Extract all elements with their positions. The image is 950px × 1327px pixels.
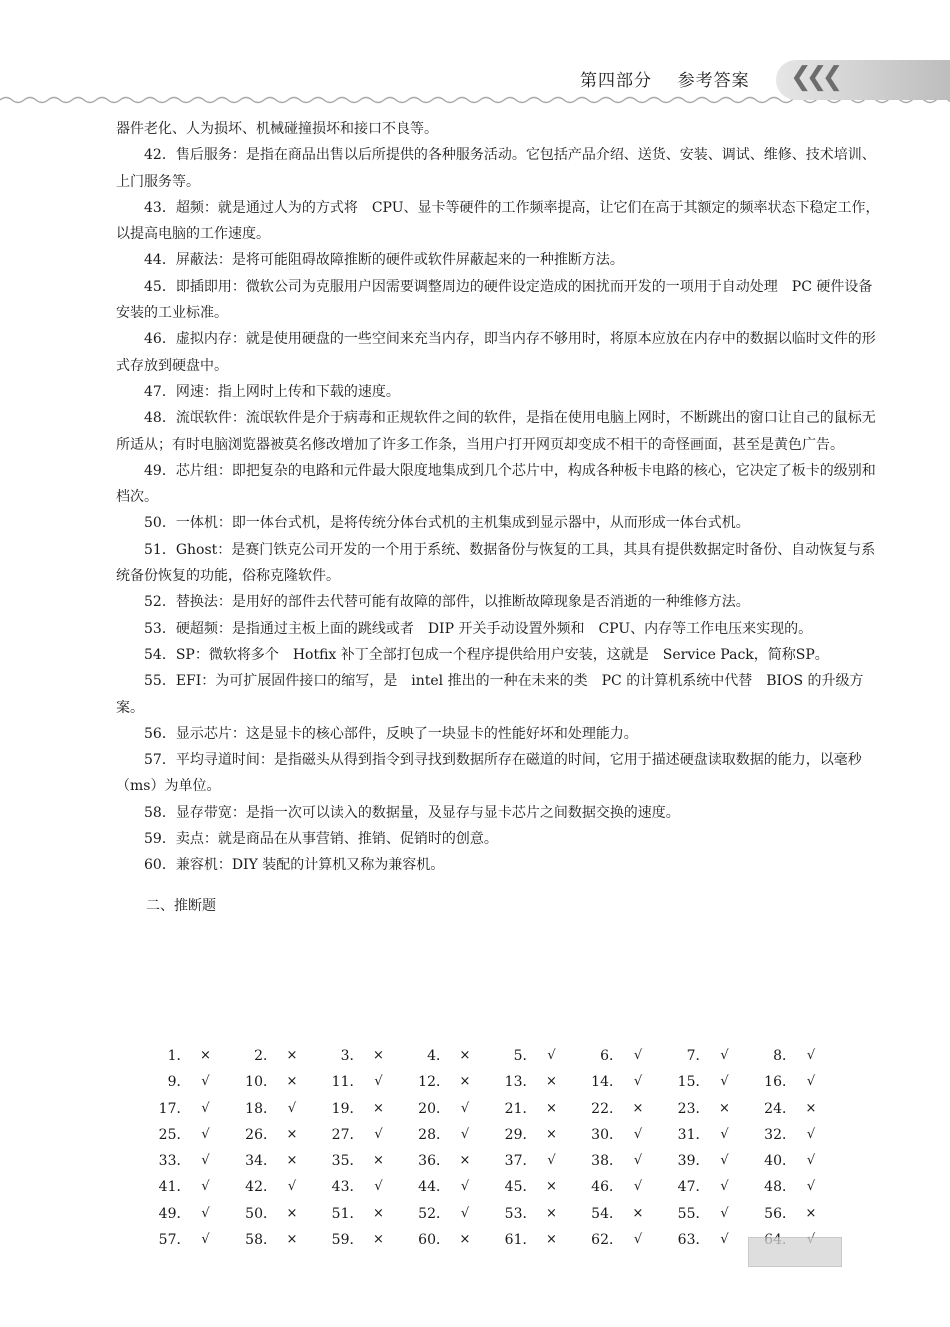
answer-item: [146, 1174, 233, 1200]
answer-number: 23．: [677, 1100, 710, 1117]
paragraph: 43．超频：就是通过人为的方式将 CPU、显卡等硬件的工作频率提高，让它们在高于其额定的频率状态下稳定工作，以提高电脑的工作速度。: [116, 199, 880, 243]
answer-item: [233, 1174, 320, 1200]
paragraph: 49．芯片组：即把复杂的电路和元件最大限度地集成到几个芯片中，构成各种板卡电路的核心，它决定了板卡的级别和档次。: [116, 462, 876, 506]
answer-content: [116, 116, 884, 919]
answer-item: [665, 1174, 752, 1200]
paragraph: 46．虚拟内存：就是使用硬盘的一些空间来充当内存，即当内存不够用时，将原本应放在内存中的数据以临时文件的形式存放到硬盘中。: [116, 331, 876, 374]
check-mark: √: [720, 1074, 729, 1090]
cross-mark: ×: [286, 1205, 298, 1221]
cross-mark: ×: [459, 1232, 471, 1248]
check-mark: √: [547, 1153, 556, 1169]
answer-number: 18．: [245, 1100, 277, 1117]
answer-number: 33．: [158, 1153, 191, 1170]
cross-mark: ×: [373, 1205, 384, 1221]
answer-item: [492, 1174, 579, 1200]
cross-mark: ×: [373, 1153, 384, 1169]
check-mark: √: [720, 1232, 729, 1248]
answer-number: 51．: [331, 1205, 364, 1222]
answer-number: 43．: [331, 1179, 364, 1196]
answer-item: [492, 1096, 579, 1122]
answer-item: [233, 1148, 320, 1174]
check-mark: √: [201, 1126, 210, 1142]
answer-row: [146, 1122, 846, 1148]
answer-item: [406, 1174, 493, 1200]
answer-item: [233, 1043, 320, 1069]
answer-number: 38．: [591, 1153, 623, 1170]
answer-item: [233, 1122, 320, 1148]
answer-number: 62．: [591, 1232, 623, 1249]
check-mark: √: [201, 1232, 210, 1248]
answer-item: [492, 1069, 579, 1095]
answer-item: [579, 1227, 666, 1253]
answer-number: 21．: [504, 1100, 537, 1117]
answer-number: 16．: [764, 1074, 796, 1091]
paragraph: 44．屏蔽法：是将可能阻碍故障推断的硬件或软件屏蔽起来的一种推断方法。: [144, 252, 624, 269]
check-mark: √: [806, 1126, 816, 1142]
answer-item: [492, 1201, 579, 1227]
paragraph: 56．显示芯片：这是显卡的核心部件，反映了一块显卡的性能好坏和处理能力。: [144, 725, 638, 742]
answer-number: 54．: [591, 1205, 623, 1222]
answer-item: [665, 1096, 752, 1122]
check-mark: √: [460, 1100, 470, 1116]
answer-item: [319, 1174, 406, 1200]
check-mark: √: [287, 1179, 297, 1195]
answer-row: [146, 1069, 846, 1095]
answer-number: 50．: [245, 1205, 277, 1222]
answer-number: 13．: [504, 1074, 537, 1091]
answer-number: 58．: [245, 1232, 277, 1249]
answer-item: [319, 1043, 406, 1069]
cross-mark: ×: [546, 1179, 557, 1195]
answer-item: [752, 1148, 839, 1174]
paragraph: 59．卖点：就是商品在从事营销、推销、促销时的创意。: [144, 831, 498, 848]
cross-mark: ×: [373, 1232, 384, 1248]
answer-number: 14．: [591, 1074, 623, 1091]
cross-mark: ×: [459, 1153, 471, 1169]
answer-number: 12．: [418, 1074, 450, 1091]
answer-item: [579, 1069, 666, 1095]
answer-item: [233, 1096, 320, 1122]
answer-item: [579, 1122, 666, 1148]
answer-item: [752, 1096, 839, 1122]
answer-item: [492, 1227, 579, 1253]
answer-number: 49．: [158, 1205, 191, 1222]
answer-number: 63．: [677, 1232, 710, 1249]
answer-item: [146, 1201, 233, 1227]
cross-mark: ×: [200, 1048, 211, 1063]
paragraph: 57．平均寻道时间：是指磁头从得到指令到寻找到数据所存在磁道的时间，它用于描述硬盘读取数据的能力，以毫秒（ms）为单位。: [116, 752, 862, 795]
check-mark: √: [720, 1205, 729, 1221]
answer-item: [319, 1069, 406, 1095]
page-corner-tab: [748, 1237, 842, 1267]
answer-item: [752, 1201, 839, 1227]
answer-number: 53．: [504, 1205, 537, 1222]
answer-item: [406, 1122, 493, 1148]
paragraph: 51．Ghost：是赛门铁克公司开发的一个用于系统、数据备份与恢复的工具，其具有提供数据定时备份、自动恢复与系统备份恢复的功能，俗称克隆软件。: [116, 541, 876, 585]
answer-row: [146, 1096, 846, 1122]
answer-number: 59．: [331, 1232, 364, 1249]
answer-item: [665, 1227, 752, 1253]
answer-number: 32．: [764, 1126, 796, 1143]
cross-mark: ×: [286, 1074, 298, 1090]
answer-number: 56．: [764, 1205, 796, 1222]
paragraph: 42．售后服务：是指在商品出售以后所提供的各种服务活动。它包括产品介绍、送货、安装、调试、维修、技术培训、上门服务等。: [116, 147, 876, 190]
answer-number: 60．: [418, 1232, 450, 1249]
check-mark: √: [720, 1126, 729, 1142]
check-mark: √: [633, 1232, 643, 1248]
answer-item: [492, 1122, 579, 1148]
answer-item: [319, 1122, 406, 1148]
answer-number: 26．: [245, 1126, 277, 1143]
check-mark: √: [806, 1048, 816, 1063]
cross-mark: ×: [286, 1126, 298, 1142]
check-mark: √: [201, 1179, 210, 1195]
check-mark: √: [633, 1126, 643, 1142]
answer-item: [146, 1122, 233, 1148]
answer-number: 25．: [158, 1126, 191, 1143]
answer-item: [579, 1096, 666, 1122]
check-mark: √: [806, 1153, 816, 1169]
answer-item: [319, 1201, 406, 1227]
cross-mark: ×: [632, 1100, 644, 1116]
answer-number: 28．: [418, 1126, 450, 1143]
answer-number: 42．: [245, 1179, 277, 1196]
answer-row: [146, 1043, 846, 1069]
answer-item: [492, 1043, 579, 1069]
answer-number: 29．: [504, 1126, 537, 1143]
paragraph: 52．替换法：是用好的部件去代替可能有故障的部件，以推断故障现象是否消逝的一种维修方法。: [144, 594, 750, 611]
cross-mark: ×: [286, 1048, 298, 1063]
answer-item: [319, 1227, 406, 1253]
answer-item: [665, 1148, 752, 1174]
check-mark: √: [633, 1153, 643, 1169]
answer-number: 36．: [418, 1153, 450, 1170]
check-mark: √: [633, 1179, 643, 1195]
paragraph: 47．网速：指上网时上传和下载的速度。: [144, 383, 400, 400]
answer-number: 6．: [600, 1048, 623, 1064]
cross-mark: ×: [546, 1074, 557, 1090]
check-mark: √: [547, 1048, 556, 1063]
answer-row: [146, 1201, 846, 1227]
paragraph: 58．显存带宽：是指一次可以读入的数据量，及显存与显卡芯片之间数据交换的速度。: [144, 804, 680, 821]
answer-row: [146, 1227, 846, 1253]
answer-number: 22．: [591, 1100, 623, 1117]
answer-item: [319, 1096, 406, 1122]
answer-item: [579, 1174, 666, 1200]
paragraph: 50．一体机：即一体台式机，是将传统分体台式机的主机集成到显示器中，从而形成一体台式机。: [144, 515, 750, 532]
cross-mark: ×: [459, 1048, 471, 1063]
check-mark: √: [460, 1205, 470, 1221]
answer-item: [233, 1227, 320, 1253]
answer-number: 11．: [331, 1074, 364, 1091]
cross-mark: ×: [546, 1232, 557, 1248]
answer-item: [233, 1201, 320, 1227]
answer-number: 3．: [340, 1048, 364, 1064]
cross-mark: ×: [632, 1205, 644, 1221]
answer-item: [146, 1069, 233, 1095]
cross-mark: ×: [373, 1048, 384, 1063]
cross-mark: ×: [373, 1100, 384, 1116]
answer-item: [146, 1043, 233, 1069]
answer-item: [406, 1201, 493, 1227]
answer-item: [665, 1201, 752, 1227]
answer-item: [406, 1148, 493, 1174]
answer-item: [233, 1069, 320, 1095]
check-mark: √: [201, 1074, 210, 1090]
chevron-left-icon: ❮❮❮: [790, 62, 838, 92]
page-header: [0, 0, 950, 112]
cross-mark: ×: [805, 1100, 817, 1116]
answer-item: [579, 1043, 666, 1069]
answer-item: [752, 1043, 839, 1069]
answer-number: 17．: [158, 1100, 191, 1117]
answer-item: [146, 1096, 233, 1122]
answer-item: [579, 1148, 666, 1174]
answer-item: [319, 1148, 406, 1174]
header-title: 第四部分 参考答案: [580, 71, 750, 91]
cross-mark: ×: [805, 1205, 817, 1221]
answer-item: [406, 1227, 493, 1253]
answer-item: [146, 1227, 233, 1253]
paragraph: 48．流氓软件：流氓软件是介于病毒和正规软件之间的软件，是指在使用电脑上网时，不断跳出的窗口让自己的鼠标无所适从；有时电脑浏览器被莫名修改增加了许多工作条，当用户打开网页却变成不相干的奇怪画面，甚至是黄色广告。: [116, 410, 876, 453]
check-mark: √: [201, 1205, 210, 1221]
answer-number: 39．: [677, 1153, 710, 1170]
check-mark: √: [806, 1074, 816, 1090]
answer-item: [406, 1096, 493, 1122]
check-mark: √: [201, 1100, 210, 1116]
answer-number: 8．: [773, 1048, 796, 1064]
paragraph: 54．SP：微软将多个 Hotfix 补丁全部打包成一个程序提供给用户安装，这就是 Service Pack，简称SP。: [144, 646, 829, 663]
answer-item: [146, 1148, 233, 1174]
answer-number: 9．: [167, 1074, 191, 1091]
cross-mark: ×: [546, 1100, 557, 1116]
answer-number: 55．: [677, 1205, 710, 1222]
answer-number: 31．: [677, 1126, 710, 1143]
answer-number: 46．: [591, 1179, 623, 1196]
answer-number: 44．: [418, 1179, 450, 1196]
answer-number: 47．: [677, 1179, 710, 1196]
answer-number: 61．: [504, 1232, 537, 1249]
answer-item: [579, 1201, 666, 1227]
check-mark: √: [287, 1100, 297, 1116]
paragraph: 55．EFI：为可扩展固件接口的缩写，是 intel 推出的一种在未来的类 PC 的计算机系统中代替 BIOS 的升级方案。: [116, 673, 864, 716]
answer-grid: [146, 1043, 846, 1253]
cross-mark: ×: [546, 1205, 557, 1221]
answer-item: [665, 1122, 752, 1148]
check-mark: √: [720, 1179, 729, 1195]
section-title: 二、推断题: [146, 897, 216, 914]
check-mark: √: [374, 1074, 383, 1090]
answer-number: 24．: [764, 1100, 796, 1117]
answer-number: 37．: [504, 1153, 537, 1170]
check-mark: √: [460, 1179, 470, 1195]
answer-row: [146, 1148, 846, 1174]
answer-number: 52．: [418, 1205, 450, 1222]
answer-number: 40．: [764, 1153, 796, 1170]
answer-number: 34．: [245, 1153, 277, 1170]
answer-number: 57．: [158, 1232, 191, 1249]
check-mark: √: [374, 1179, 383, 1195]
answer-item: [752, 1069, 839, 1095]
answer-number: 5．: [513, 1048, 537, 1064]
check-mark: √: [460, 1126, 470, 1142]
cross-mark: ×: [459, 1074, 471, 1090]
answer-number: 7．: [686, 1048, 710, 1064]
check-mark: √: [201, 1153, 210, 1169]
cross-mark: ×: [286, 1232, 298, 1248]
cross-mark: ×: [286, 1153, 298, 1169]
check-mark: √: [806, 1179, 816, 1195]
answer-number: 20．: [418, 1100, 450, 1117]
check-mark: √: [633, 1074, 643, 1090]
check-mark: √: [720, 1153, 729, 1169]
answer-number: 4．: [427, 1048, 450, 1064]
paragraph: 45．即插即用：微软公司为克服用户因需要调整周边的硬件设定造成的困扰而开发的一项用于自动处理 PC 硬件设备安装的工业标准。: [116, 278, 873, 322]
answer-item: [406, 1043, 493, 1069]
answer-item: [752, 1174, 839, 1200]
answer-number: 41．: [158, 1179, 191, 1196]
answer-number: 15．: [677, 1074, 710, 1091]
answer-number: 27．: [331, 1126, 364, 1143]
answer-number: 19．: [331, 1100, 364, 1117]
paragraph: 器件老化、人为损坏、机械碰撞损坏和接口不良等。: [116, 121, 438, 137]
check-mark: √: [720, 1048, 729, 1063]
cross-mark: ×: [546, 1126, 557, 1142]
answer-number: 48．: [764, 1179, 796, 1196]
answer-number: 45．: [504, 1179, 537, 1196]
paragraph: 53．硬超频：是指通过主板上面的跳线或者 DIP 开关手动设置外频和 CPU、内存等工作电压来实现的。: [144, 620, 813, 637]
answer-item: [665, 1069, 752, 1095]
answer-item: [665, 1043, 752, 1069]
answer-item: [752, 1122, 839, 1148]
answer-item: [492, 1148, 579, 1174]
answer-number: 2．: [254, 1048, 277, 1064]
check-mark: √: [633, 1048, 643, 1063]
answer-item: [406, 1069, 493, 1095]
answer-number: 10．: [245, 1074, 277, 1091]
answer-number: 35．: [331, 1153, 364, 1170]
answer-number: 1．: [167, 1048, 191, 1064]
check-mark: √: [374, 1126, 383, 1142]
paragraph: 60．兼容机：DIY 装配的计算机又称为兼容机。: [144, 857, 445, 874]
answer-row: [146, 1174, 846, 1200]
cross-mark: ×: [719, 1100, 730, 1116]
answer-number: 30．: [591, 1126, 623, 1143]
